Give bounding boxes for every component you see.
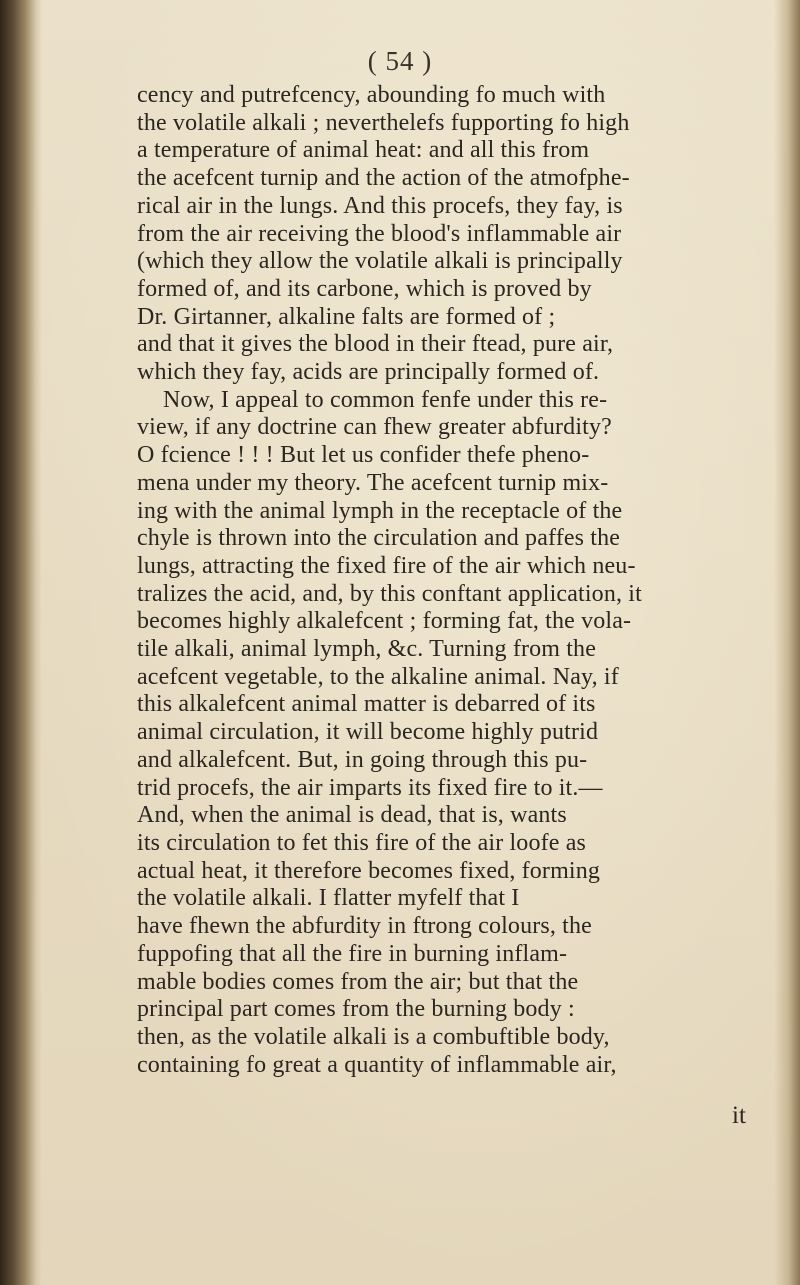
text-line: the acefcent turnip and the action of the atmofphe- bbox=[137, 165, 630, 192]
text-line: Now, I appeal to common fenfe under this re- bbox=[163, 386, 608, 413]
page-gutter-shadow bbox=[0, 0, 42, 1285]
text-line: and alkalefcent. But, in going through this pu- bbox=[137, 746, 588, 773]
text-line: rical air in the lungs. And this procefs, they fay, is bbox=[137, 192, 623, 219]
text-line: containing fo great a quantity of inflammable air, bbox=[137, 1051, 617, 1078]
text-line: view, if any doctrine can fhew greater abfurdity? bbox=[137, 414, 612, 441]
catchword: it bbox=[732, 1102, 746, 1129]
text-line: chyle is thrown into the circulation and paffes the bbox=[137, 525, 621, 552]
text-line: which they fay, acids are principally formed of. bbox=[137, 359, 600, 386]
text-line: from the air receiving the blood's inflammable air bbox=[137, 220, 622, 247]
text-line: Dr. Girtanner, alkaline falts are formed of ; bbox=[137, 303, 556, 330]
text-line: mable bodies comes from the air; but that the bbox=[137, 968, 579, 995]
text-line: animal circulation, it will become highly putrid bbox=[137, 719, 599, 746]
text-line: the volatile alkali. I flatter myfelf that I bbox=[137, 885, 520, 912]
text-line: And, when the animal is dead, that is, wants bbox=[137, 802, 567, 829]
text-line: (which they allow the volatile alkali is principally bbox=[137, 248, 623, 275]
body-text bbox=[137, 82, 797, 1079]
text-line: and that it gives the blood in their ftead, pure air, bbox=[137, 331, 614, 358]
text-line: this alkalefcent animal matter is debarred of its bbox=[137, 691, 596, 718]
text-line: have fhewn the abfurdity in ftrong colours, the bbox=[137, 913, 592, 940]
text-line: trid procefs, the air imparts its fixed fire to it.— bbox=[137, 774, 603, 801]
text-line: principal part comes from the burning body : bbox=[137, 996, 575, 1023]
text-line: its circulation to fet this fire of the air loofe as bbox=[137, 829, 586, 856]
text-line: ing with the animal lymph in the receptacle of the bbox=[137, 497, 623, 524]
text-line: becomes highly alkalefcent ; forming fat, the vola- bbox=[137, 608, 632, 635]
text-line: actual heat, it therefore becomes fixed, forming bbox=[137, 857, 601, 884]
text-line: the volatile alkali ; neverthelefs fupporting fo high bbox=[137, 109, 630, 136]
text-line: formed of, and its carbone, which is proved by bbox=[137, 275, 592, 302]
text-line: cency and putrefcency, abounding fo much with bbox=[137, 82, 606, 108]
text-line: a temperature of animal heat: and all this from bbox=[137, 137, 590, 164]
page-number-header: ( 54 ) bbox=[367, 46, 433, 76]
text-line: mena under my theory. The acefcent turnip mix- bbox=[137, 469, 609, 496]
text-line: then, as the volatile alkali is a combuftible body, bbox=[137, 1023, 610, 1050]
text-line: tile alkali, animal lymph, &c. Turning from the bbox=[137, 636, 596, 663]
text-line: tralizes the acid, and, by this conftant application, it bbox=[137, 580, 642, 607]
text-line: acefcent vegetable, to the alkaline animal. Nay, if bbox=[137, 663, 619, 690]
text-line: lungs, attracting the fixed fire of the air which neu- bbox=[137, 552, 636, 579]
text-line: O fcience ! ! ! But let us confider thefe pheno- bbox=[137, 442, 590, 469]
text-line: fuppofing that all the fire in burning inflam- bbox=[137, 940, 568, 967]
